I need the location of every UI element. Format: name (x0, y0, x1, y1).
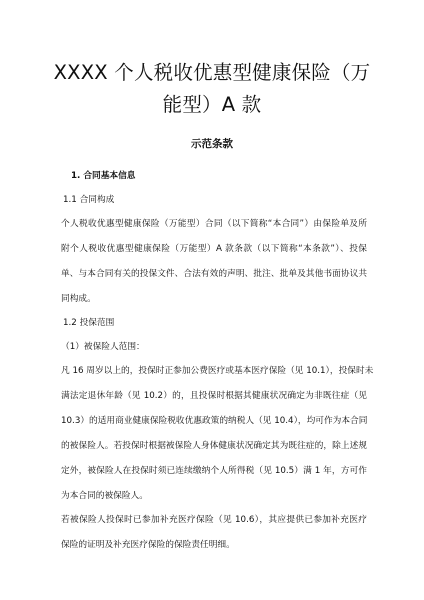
paragraph-line: 10.3）的适用商业健康保险税收优惠政策的纳税人（见 10.4），均可作为本合同 (61, 416, 368, 426)
document-title-line-2: 能型）A 款 (162, 93, 262, 116)
document-subtitle: 示范条款 (191, 138, 233, 150)
paragraph-line: 同构成。 (61, 294, 96, 304)
paragraph-line: 定外，被保险人在投保时须已连续缴纳个人所得税（见 10.5）满 1 年，方可作 (61, 466, 367, 476)
paragraph-line: 单、与本合同有关的投保文件、合法有效的声明、批注、批单及其他书面协议共 (61, 269, 367, 279)
document-body (61, 170, 374, 552)
paragraph-line: 的被保险人。若投保时根据被保险人身体健康状况确定其为既往症的，除上述规 (61, 441, 367, 451)
section-1-2-paragraph-2 (61, 514, 367, 552)
section-1-1-heading: 1.1 合同构成 (63, 195, 115, 205)
paragraph-line: 附个人税收优惠型健康保险（万能型）A 款条款（以下简称“本条款”）、投保 (61, 244, 367, 254)
section-1-2-subheading: （1）被保险人范围： (61, 342, 145, 352)
paragraph-line: 为本合同的被保险人。 (61, 491, 148, 501)
paragraph-line: 凡 16 周岁以上的，投保时正参加公费医疗或基本医疗保险（见 10.1），投保时未 (61, 366, 374, 376)
section-1-heading: 1. 合同基本信息 (71, 171, 136, 181)
paragraph-line: 保险的证明及补充医疗保险的保险责任明细。 (61, 540, 235, 550)
section-1-2-heading: 1.2 投保范围 (63, 318, 115, 328)
paragraph-line: 若被保险人投保时已参加补充医疗保险（见 10.6），其应提供已参加补充医疗 (61, 515, 367, 525)
document-title-line-1: XXXX 个人税收优惠型健康保险（万 (53, 61, 371, 84)
section-1-1-paragraph (61, 218, 367, 306)
paragraph-line: 满法定退休年龄（见 10.2）的，且投保时根据其健康状况确定为非既往症（见 (61, 391, 367, 401)
paragraph-line: 个人税收优惠型健康保险（万能型）合同（以下简称“本合同”）由保险单及所 (61, 219, 367, 229)
section-1-2-paragraph-1 (61, 365, 374, 503)
